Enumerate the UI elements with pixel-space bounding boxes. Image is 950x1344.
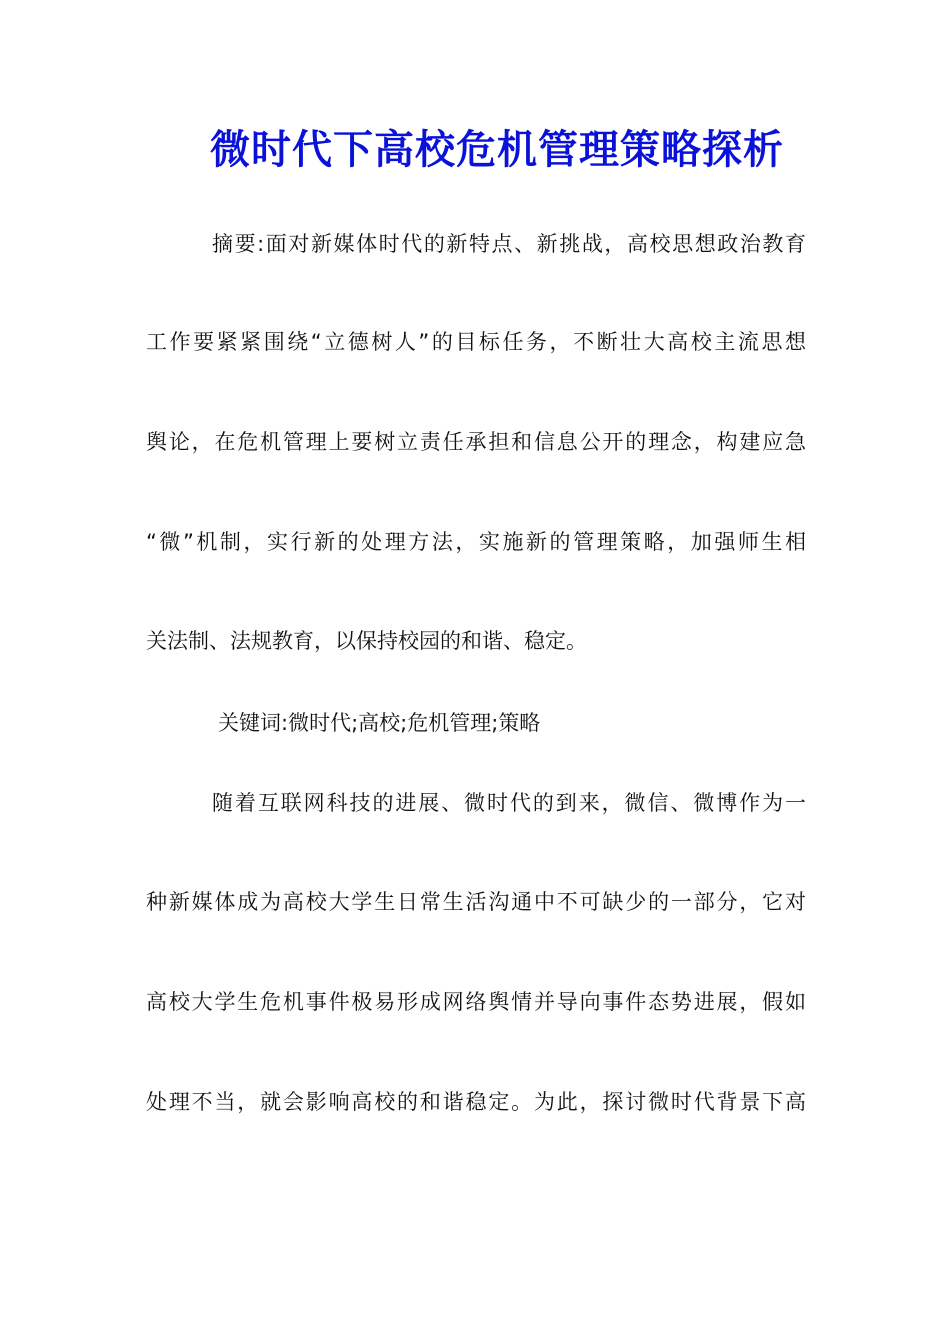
abstract-line-2: 工作要紧紧围绕“立德树人”的目标任务，不断壮大高校主流思想 <box>146 330 806 354</box>
abstract-line-4: “微”机制，实行新的处理方法，实施新的管理策略，加强师生相 <box>146 530 806 554</box>
keywords-line: 关键词:微时代;高校;危机管理;策略 <box>218 711 541 735</box>
body-line-4: 处理不当，就会影响高校的和谐稳定。为此，探讨微时代背景下高 <box>146 1090 806 1114</box>
abstract-line-3: 舆论，在危机管理上要树立责任承担和信息公开的理念，构建应急 <box>146 430 806 454</box>
body-line-3: 高校大学生危机事件极易形成网络舆情并导向事件态势进展，假如 <box>146 990 806 1014</box>
body-line-1: 随着互联网科技的进展、微时代的到来，微信、微博作为一 <box>212 791 806 815</box>
body-line-2: 种新媒体成为高校大学生日常生活沟通中不可缺少的一部分，它对 <box>146 890 806 914</box>
document-title: 微时代下高校危机管理策略探析 <box>210 126 784 173</box>
abstract-line-5: 关法制、法规教育，以保持校园的和谐、稳定。 <box>146 629 587 653</box>
abstract-line-1: 摘要:面对新媒体时代的新特点、新挑战，高校思想政治教育 <box>212 232 806 256</box>
